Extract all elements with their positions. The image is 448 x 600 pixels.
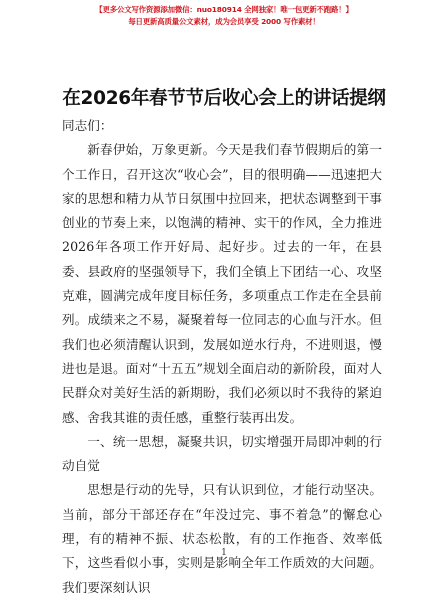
promo-banner-line-1: 【更多公文写作资源添加微信：nuo180914 全网独家！唯一包更新不跑路！】 xyxy=(95,5,353,14)
section-heading-1: 一、统一思想，凝聚共识，切实增强开局即冲刺的行动自觉 xyxy=(62,433,382,474)
paragraph-section-1: 思想是行动的先导，只有认识到位，才能行动坚决。当前，部分干部还存在“年没过完、事不着急”的懈怠心理，有的精神不振、状态松散，有的工作拖沓、效率低下，这些看似小事，实则是影响全年工作质效的大问题。我们要深刻认识 xyxy=(62,482,382,595)
document-title: 在2026年春节节后收心会上的讲话提纲 xyxy=(62,88,386,109)
salutation: 同志们： xyxy=(62,118,113,133)
page-number: 1 xyxy=(221,548,227,558)
paragraph-opening: 新春伊始，万象更新。今天是我们春节假期后的第一个工作日，召开这次“收心会”，目的很明确——迅速把大家的思想和精力从节日氛围中拉回来，把状态调整到干事创业的节奏上来，以饱满的精神、实干的作风，全力推进2026年各项工作开好局、起好步。过去的一年，在县委、县政府的坚强领导下，我们全镇上下团结一心、攻坚克难，圆满完成年度目标任务，多项重点工作走在全县前列。成绩来之不易，凝聚着每一位同志的心血与汗水。但我们也必须清醒认识到，发展如逆水行舟，不进则退，慢进也是退。面对“十五五”规划全面启动的新阶段，面对人民群众对美好生活的新期盼，我们必须以时不我待的紧迫感、舍我其谁的责任感，重整行装再出发。 xyxy=(62,142,382,425)
promo-banner-line-2: 每日更新高质量公文素材，成为会员享受 2000 写作素材！ xyxy=(128,17,320,26)
document-body xyxy=(62,114,382,600)
